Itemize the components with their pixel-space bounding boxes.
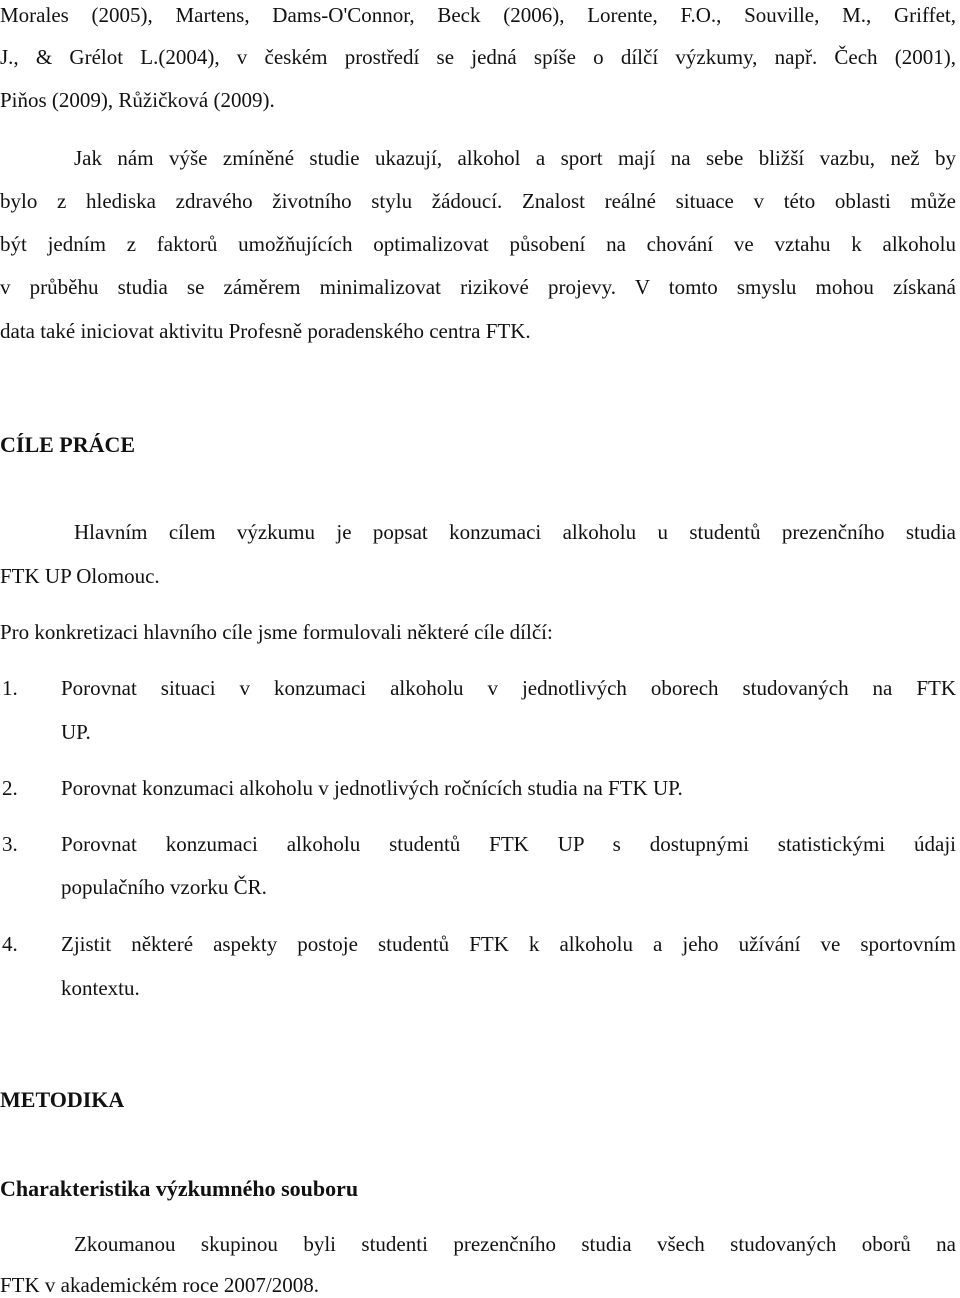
goals-sub-intro: Pro konkretizaci hlavního cíle jsme formulovali některé cíle dílčí: <box>0 620 553 644</box>
list-item-text: Porovnat konzumaci alkoholu studentů FTK UP s dostupnými statistickými údaji <box>61 832 956 856</box>
list-item-text-cont: kontextu. <box>61 976 140 1000</box>
list-item-number: 2. <box>2 776 18 800</box>
intro-line-2: J., & Grélot L.(2004), v českém prostředí se jedná spíše o dílčí výzkumy, např. Čech (2001), <box>0 45 956 69</box>
list-item-number: 3. <box>2 832 18 856</box>
paragraph-line-1: Jak nám výše zmíněné studie ukazují, alkohol a sport mají na sebe bližší vazbu, než by <box>74 146 956 170</box>
section-heading-methods: METODIKA <box>0 1087 125 1112</box>
intro-line-3: Piňos (2009), Růžičková (2009). <box>0 88 275 112</box>
goals-main-line-1: Hlavním cílem výzkumu je popsat konzumaci alkoholu u studentů prezenčního studia <box>74 520 956 544</box>
list-item-text: Zjistit některé aspekty postoje studentů FTK k alkoholu a jeho užívání ve sportovním <box>61 932 956 956</box>
list-item-text: Porovnat konzumaci alkoholu v jednotlivých ročnících studia na FTK UP. <box>61 776 683 800</box>
list-item-text: Porovnat situaci v konzumaci alkoholu v jednotlivých oborech studovaných na FTK <box>61 676 956 700</box>
section-heading-goals: CÍLE PRÁCE <box>0 432 136 457</box>
subheading-research-sample: Charakteristika výzkumného souboru <box>0 1176 359 1201</box>
list-item-text-cont: populačního vzorku ČR. <box>61 875 267 899</box>
paragraph-line-3: být jedním z faktorů umožňujících optimalizovat působení na chování ve vztahu k alkoholu <box>0 232 956 256</box>
methods-line-1: Zkoumanou skupinou byli studenti prezenčního studia všech studovaných oborů na <box>74 1232 956 1256</box>
methods-line-2: FTK v akademickém roce 2007/2008. <box>0 1273 319 1297</box>
intro-line-1: Morales (2005), Martens, Dams-O'Connor, Beck (2006), Lorente, F.O., Souville, M., Griffet, <box>0 3 956 27</box>
list-item-number: 4. <box>2 932 18 956</box>
list-item-text-cont: UP. <box>61 720 91 744</box>
list-item-number: 1. <box>2 676 18 700</box>
paragraph-line-5: data také iniciovat aktivitu Profesně poradenského centra FTK. <box>0 319 531 343</box>
paragraph-line-2: bylo z hlediska zdravého životního stylu žádoucí. Znalost reálné situace v této oblasti může <box>0 189 956 213</box>
paragraph-line-4: v průběhu studia se záměrem minimalizovat rizikové projevy. V tomto smyslu mohou získaná <box>0 275 956 299</box>
goals-main-line-2: FTK UP Olomouc. <box>0 564 160 588</box>
